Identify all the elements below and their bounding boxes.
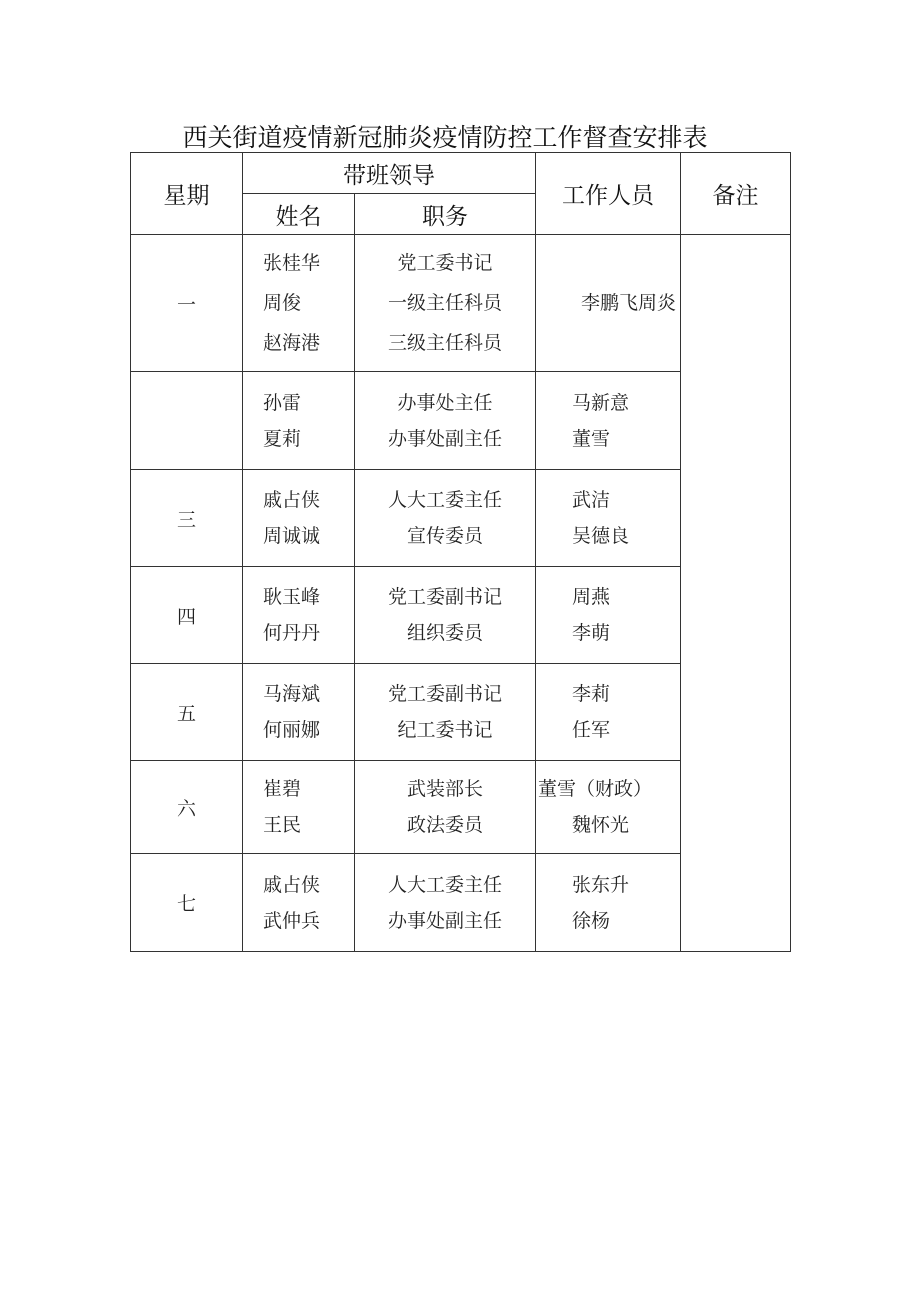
staff-member: 马新意 [572, 391, 630, 414]
notes-cell [681, 235, 791, 952]
header-day: 星期 [131, 153, 243, 235]
leader-positions-cell [355, 567, 536, 664]
leader-position: 党工委书记 [397, 252, 493, 274]
staff-member: 董雪（财政） [538, 778, 653, 800]
leader-position: 政法委员 [406, 814, 483, 836]
leader-position: 党工委副书记 [387, 683, 502, 705]
leader-positions-cell [355, 235, 536, 372]
leader-names-cell [243, 567, 355, 664]
staff-member: 吴德良 [572, 525, 630, 547]
leader-names-cell [243, 235, 355, 372]
header-position: 职务 [355, 194, 536, 235]
leader-name: 孙雷 [263, 391, 302, 414]
leader-name: 何丹丹 [263, 622, 321, 644]
staff-cell [536, 761, 681, 854]
staff-member: 李莉 [572, 683, 611, 705]
staff-member: 魏怀光 [572, 814, 630, 836]
leader-name: 戚占侠 [263, 873, 321, 896]
leader-name: 马海斌 [263, 683, 321, 705]
leader-position: 组织委员 [406, 622, 483, 644]
staff-member: 李萌 [572, 622, 611, 644]
leader-positions-cell [355, 854, 536, 952]
leader-position: 党工委副书记 [387, 586, 502, 608]
leader-name: 王民 [263, 814, 302, 836]
day-cell: 三 [131, 470, 243, 567]
leader-names-cell [243, 854, 355, 952]
leader-position: 办事处副主任 [387, 427, 502, 450]
leader-position: 办事处主任 [397, 391, 493, 414]
leader-position: 一级主任科员 [387, 292, 502, 314]
staff-cell [536, 235, 681, 372]
header-row-top [131, 153, 791, 194]
leader-name: 戚占侠 [263, 489, 321, 511]
day-cell [131, 372, 243, 470]
staff-cell [536, 664, 681, 761]
header-staff: 工作人员 [536, 153, 681, 235]
leader-position: 人大工委主任 [387, 873, 502, 896]
staff-member: 张东升 [572, 873, 630, 896]
leader-position: 三级主任科员 [387, 332, 502, 354]
day-cell: 五 [131, 664, 243, 761]
leader-positions-cell [355, 470, 536, 567]
staff-cell [536, 372, 681, 470]
leader-position: 办事处副主任 [387, 909, 502, 932]
day-cell: 六 [131, 761, 243, 854]
header-notes: 备注 [681, 153, 791, 235]
leader-position: 武装部长 [406, 778, 483, 800]
staff-cell [536, 567, 681, 664]
leader-position: 人大工委主任 [387, 489, 502, 511]
staff-member: 周燕 [572, 586, 611, 608]
staff-member: 徐杨 [572, 909, 611, 932]
leader-names-cell [243, 372, 355, 470]
leader-positions-cell [355, 761, 536, 854]
day-cell: 四 [131, 567, 243, 664]
leader-name: 周诚诚 [263, 525, 321, 547]
table-row [131, 235, 791, 372]
leader-positions-cell [355, 372, 536, 470]
leader-name: 张桂华 [263, 252, 321, 274]
header-name: 姓名 [243, 194, 355, 235]
leader-names-cell [243, 664, 355, 761]
leader-name: 赵海港 [263, 332, 321, 354]
leader-positions-cell [355, 664, 536, 761]
leader-names-cell [243, 761, 355, 854]
staff-member: 武洁 [572, 489, 611, 511]
inspection-schedule-table [130, 152, 791, 952]
leader-name: 周俊 [263, 292, 302, 314]
leader-name: 夏莉 [263, 427, 302, 450]
leader-name: 武仲兵 [263, 909, 321, 932]
leader-names-cell [243, 470, 355, 567]
staff-member: 李鹏飞周炎 [580, 292, 676, 314]
staff-cell [536, 470, 681, 567]
header-leaders: 带班领导 [243, 153, 536, 194]
leader-position: 纪工委书记 [397, 719, 493, 741]
day-cell: 七 [131, 854, 243, 952]
leader-name: 何丽娜 [263, 719, 321, 741]
staff-cell [536, 854, 681, 952]
staff-member: 任军 [572, 719, 611, 741]
staff-member: 董雪 [572, 427, 611, 450]
leader-position: 宣传委员 [406, 525, 483, 547]
leader-name: 崔碧 [263, 778, 302, 800]
day-cell: 一 [131, 235, 243, 372]
leader-name: 耿玉峰 [263, 586, 321, 608]
document-title: 西关街道疫情新冠肺炎疫情防控工作督查安排表 [182, 123, 708, 152]
